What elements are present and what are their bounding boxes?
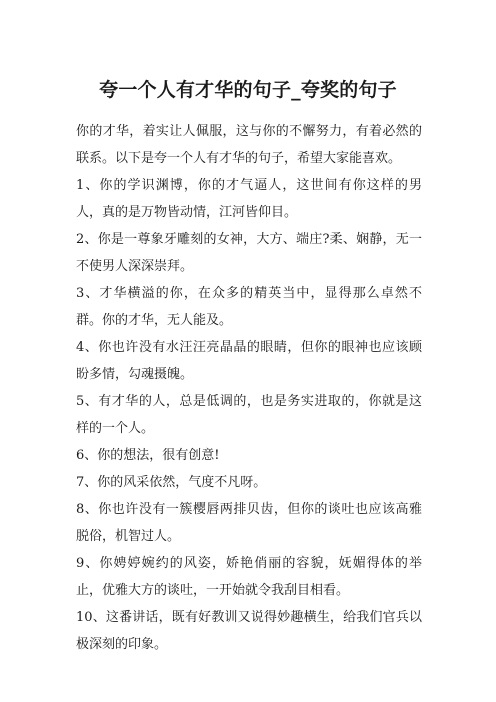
list-item: 8、你也许没有一簇樱唇两排贝齿，但你的谈吐也应该高雅脱俗，机智过人。: [76, 502, 422, 544]
intro-paragraph: 你的才华，着实让人佩服，这与你的不懈努力，有着必然的联系。以下是夸一个人有才华的句子，希望大家能喜欢。: [76, 124, 422, 166]
list-item: 7、你的风采依然，气度不凡呀。: [76, 475, 267, 490]
page-title: 夸一个人有才华的句子_夸奖的句子: [99, 79, 397, 101]
list-item: 10、这番讲话，既有好教训又说得妙趣横生，给我们官兵以极深刻的印象。: [76, 610, 422, 652]
document-body: [76, 118, 422, 658]
list-item: 5、有才华的人，总是低调的，也是务实进取的，你就是这样的一个人。: [76, 394, 422, 436]
list-item: 6、你的想法，很有创意!: [76, 448, 220, 463]
list-item: 9、你娉婷婉约的风姿，娇艳俏丽的容貌，妩媚得体的举止，优雅大方的谈吐，一开始就令我刮目相看。: [76, 556, 422, 598]
list-item: 3、才华横溢的你，在众多的精英当中，显得那么卓然不群。你的才华，无人能及。: [76, 286, 422, 328]
list-item: 1、你的学识渊博，你的才气逼人，这世间有你这样的男人，真的是万物皆动情，江河皆仰目。: [76, 178, 422, 220]
list-item: 4、你也许没有水汪汪亮晶晶的眼睛，但你的眼神也应该顾盼多情，勾魂摄魄。: [76, 340, 422, 382]
list-item: 2、你是一尊象牙雕刻的女神，大方、端庄?柔、娴静，无一不使男人深深崇拜。: [76, 232, 422, 274]
